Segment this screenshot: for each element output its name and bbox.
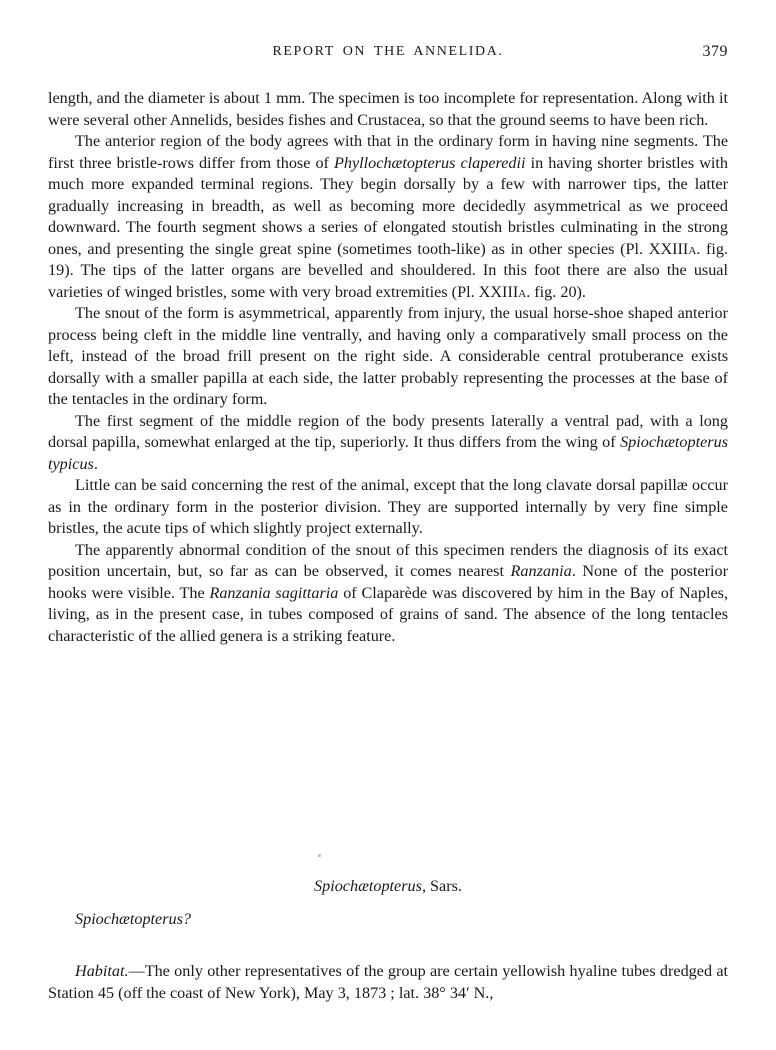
paragraph-6-text-3: of Claparède was discovered by him in the Bay of Naples, living, as in the present case, in tubes composed of grains of sand. The absence of the long tentacles characteristic of the allied genera is a striking feature. xyxy=(48,583,728,645)
paragraph-2-text-1: The anterior region of the body agrees with that in the ordinary form in having nine segments. The first three bristle-rows differ from those of xyxy=(48,132,728,172)
paragraph-2-text-3: . fig. 19). The tips of the latter organs are bevelled and shouldered. In this foot there are also the usual varieties of winged bristles, some with very broad extremities (Pl. XXIII xyxy=(48,239,729,301)
section-heading xyxy=(48,877,728,896)
paragraph-4 xyxy=(48,411,728,476)
paragraph-2-text-4: . fig. 20). xyxy=(526,282,586,301)
habitat-text: —The only other representatives of the group are certain yellowish hyaline tubes dredged at Station 45 (off the coast of New York), May 3, 1873 ; lat. 38° 34′ N., xyxy=(48,962,728,1003)
paragraph-2-text-2: in having shorter bristles with much more expanded terminal regions. They begin dorsally by a few with narrower tips, the latter gradually increasing in breadth, as well as becoming more decidedly asymmetrical as we proceed downward. The fourth segment shows a series of elongated stoutish bristles culminating in the strong ones, and presenting the single great spine (sometimes tooth-like) as in other species (Pl. XXIII xyxy=(48,153,729,258)
species-heading: Spiochætopterus? xyxy=(75,910,192,928)
paragraph-4-text-2: . xyxy=(93,454,98,473)
page-number: 379 xyxy=(702,43,728,60)
separator-dot xyxy=(318,854,321,857)
section-genus: Spiochætopterus xyxy=(314,877,422,895)
paragraph-2 xyxy=(48,131,728,303)
paragraph-2-smallcaps-1: a xyxy=(688,239,697,258)
paragraph-2-italic-1: Phyllochætopterus claperedii xyxy=(334,153,526,172)
paragraph-3: The snout of the form is asymmetrical, apparently from injury, the usual horse-shoe shaped anterior process being cleft in the middle line ventrally, and having only a comparatively small process on the left, instead of the broad frill present on the right side. A considerable central protuberance exists dorsally with a smaller papilla at each side, the latter probably representing the processes at the base of the tentacles in the ordinary form. xyxy=(48,304,728,408)
running-title: REPORT ON THE ANNELIDA. xyxy=(272,44,504,59)
paragraph-6 xyxy=(48,540,728,648)
habitat-label: Habitat. xyxy=(75,962,129,981)
paragraph-5: Little can be said concerning the rest of the animal, except that the long clavate dorsal papillæ occur as in the ordinary form in the posterior division. They are supported internally by very fine simple bristles, the acute tips of which slightly project externally. xyxy=(48,476,728,537)
page-header xyxy=(48,44,728,68)
paragraph-6-italic-1: Ranzania xyxy=(510,562,572,580)
habitat-paragraph xyxy=(48,960,728,1004)
paragraph-4-italic-1: Spiochætopterus typicus xyxy=(48,433,728,473)
paragraph-6-text-1: The apparently abnormal condition of the snout of this specimen renders the diagnosis of its exact position uncertain, but, so far as can be observed, it comes nearest xyxy=(48,540,728,580)
body-text xyxy=(48,88,728,647)
paragraph-4-text-1: The first segment of the middle region of the body presents laterally a ventral pad, with a long dorsal papilla, somewhat enlarged at the tip, superiorly. It thus differs from the wing of xyxy=(48,411,728,451)
section-authority: , Sars. xyxy=(421,877,462,895)
paragraph-6-italic-2: Ranzania sagittaria xyxy=(209,583,339,602)
paragraph-1: length, and the diameter is about 1 mm. The specimen is too incomplete for representation. Along with it were several other Annelids, besides fishes and Crustacea, so that the ground seems to have been rich. xyxy=(48,89,728,129)
paragraph-6-text-2: . None of the posterior hooks were visible. The xyxy=(48,562,728,602)
paragraph-2-smallcaps-2: a xyxy=(518,282,527,301)
